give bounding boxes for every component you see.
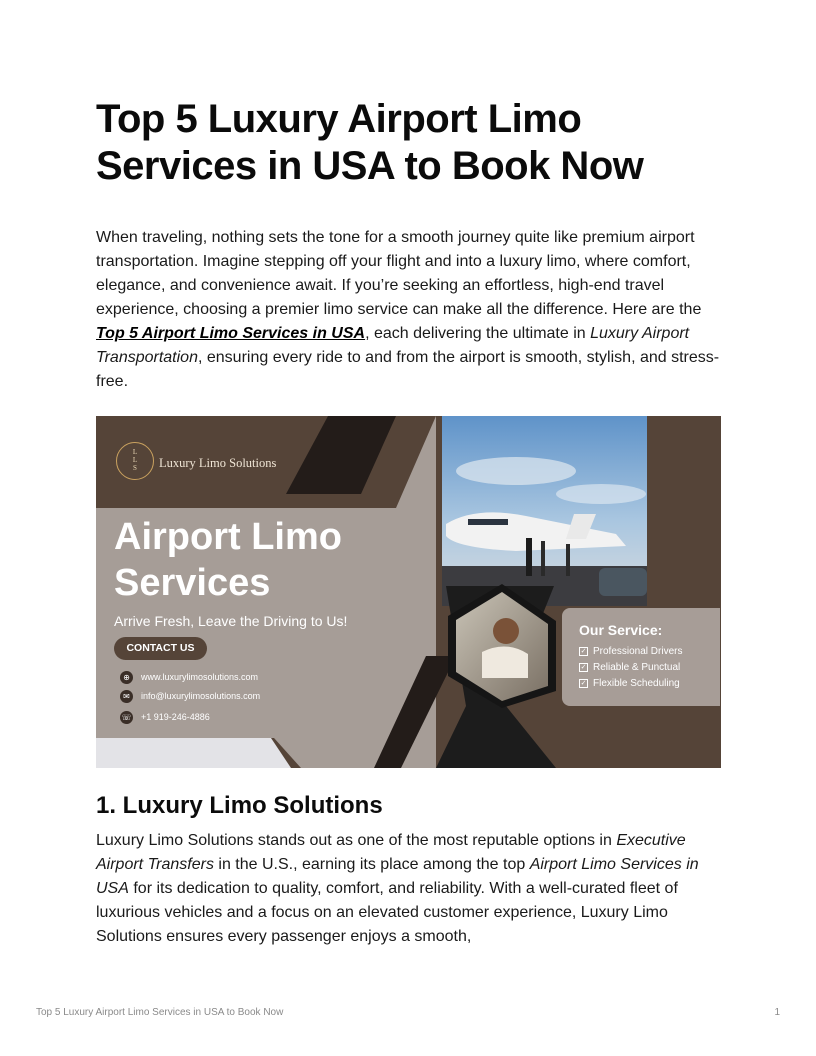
email-text: info@luxurylimosolutions.com xyxy=(141,691,261,701)
section-1-italic-b: Airport Limo Services in USA xyxy=(96,856,699,897)
checkbox-icon: ✓ xyxy=(580,680,587,687)
section-1-paragraph xyxy=(96,829,720,949)
services-box xyxy=(562,608,720,706)
banner-tagline: Arrive Fresh, Leave the Driving to Us! xyxy=(114,613,348,629)
service-label: Professional Drivers xyxy=(593,646,683,657)
airport-limo-banner-image xyxy=(96,416,721,768)
brand-name: Luxury Limo Solutions xyxy=(159,456,277,470)
contact-us-button: CONTACT US xyxy=(114,637,207,660)
section-1-italic-a: Executive Airport Transfers xyxy=(96,832,686,873)
section-1-text-a: Luxury Limo Solutions stands out as one of the most reputable options in xyxy=(96,832,617,849)
logo-letter: L xyxy=(132,456,138,464)
email-row xyxy=(120,689,260,703)
section-1-text-b: in the U.S., earning its place among the top xyxy=(213,856,530,873)
service-item xyxy=(579,678,680,689)
brand-logo xyxy=(116,442,154,480)
phone-text: +1 919-246-4886 xyxy=(141,712,210,722)
headline-line-2: Services xyxy=(114,562,271,604)
service-label: Flexible Scheduling xyxy=(593,678,680,689)
service-label: Reliable & Punctual xyxy=(593,662,681,673)
footer-title: Top 5 Luxury Airport Limo Services in USA to Book Now xyxy=(36,1007,284,1018)
globe-icon: ⊕ xyxy=(120,671,133,684)
intro-italic: Luxury Airport Transportation xyxy=(96,325,690,366)
service-item xyxy=(579,662,680,673)
logo-letter: S xyxy=(133,464,137,472)
website-row xyxy=(120,670,258,684)
website-text: www.luxurylimosolutions.com xyxy=(141,672,259,682)
checkbox-icon: ✓ xyxy=(580,648,587,655)
section-1-heading: 1. Luxury Limo Solutions xyxy=(96,792,383,819)
envelope-icon: ✉ xyxy=(120,690,133,703)
section-1-text-c: for its dedication to quality, comfort, and reliability. With a well-curated fleet of luxurious vehicles and a focus on an elevated customer experience, Luxury Limo Solutions ensures every passenger enjoys a smooth, xyxy=(96,880,678,945)
intro-text-1: When traveling, nothing sets the tone for a smooth journey quite like premium airport transportation. Imagine stepping off your flight and into a luxury limo, where comfort, elegance, and convenience await. If you’re seeking an effortless, high-end travel experience, choosing a premier limo service can make all the difference. Here are the xyxy=(96,229,702,318)
checkbox-icon: ✓ xyxy=(580,664,587,671)
top5-link[interactable]: Top 5 Airport Limo Services in USA xyxy=(96,325,366,342)
intro-text-3: , ensuring every ride to and from the airport is smooth, stylish, and stress-free. xyxy=(96,349,720,390)
intro-paragraph xyxy=(96,226,720,394)
headline-line-1: Airport Limo xyxy=(114,516,342,558)
service-item xyxy=(579,646,682,657)
phone-icon: ☏ xyxy=(121,712,132,722)
page-number: 1 xyxy=(774,1007,780,1018)
intro-text-2: , each delivering the ultimate in xyxy=(365,325,591,342)
phone-row xyxy=(120,710,210,724)
services-title: Our Service: xyxy=(579,622,663,638)
logo-letter: L xyxy=(132,448,138,456)
page-title: Top 5 Luxury Airport Limo Services in USA to Book Now xyxy=(96,97,644,188)
banner-headline xyxy=(114,514,404,606)
